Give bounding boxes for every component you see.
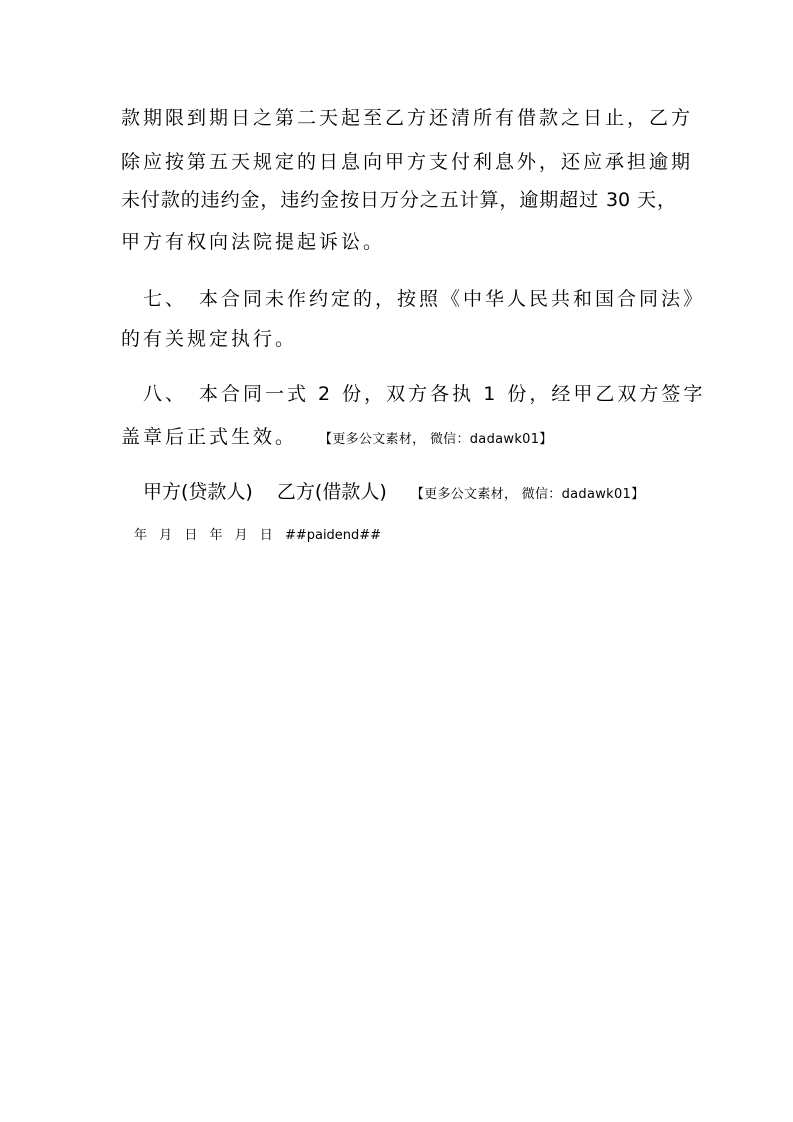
party-a-label: 甲方(贷款人) [143,481,253,503]
clause-7-text: 本合同未作约定的，按照《中华人民共和国合同法》 [199,288,706,310]
clause-7-line-1 [143,287,706,311]
paragraph-line-1: 款期限到期日之第二天起至乙方还清所有借款之日止，乙方 [121,107,694,129]
paragraph-line-3: 未付款的违约金，违约金按日万分之五计算，逾期超过 30 天， [121,189,676,211]
party-b-label: 乙方(借款人) [276,481,387,503]
clause-8-text-2: 盖章后正式生效。 [121,426,298,448]
date-year-b: 年 [209,528,223,543]
clause-7-number: 七、 [143,288,188,310]
date-month-a: 月 [159,528,173,543]
paragraph-line-2: 除应按第五天规定的日息向甲方支付利息外，还应承担逾期 [121,151,694,173]
paid-end-marker: ##paidend## [284,528,382,543]
signature-line [143,480,644,507]
paragraph-line-4: 甲方有权向法院提起诉讼。 [121,231,386,253]
clause-7-line-2: 的有关规定执行。 [121,328,298,350]
clause-8-line-1 [143,382,706,406]
clause-8-line-2 [121,425,553,452]
clause-8-text: 本合同一式 2 份，双方各执 1 份，经甲乙双方签字 [199,383,706,405]
date-day-a: 日 [184,528,198,543]
date-month-b: 月 [234,528,248,543]
date-day-b: 日 [259,528,273,543]
date-year-a: 年 [134,528,148,543]
clause-8-number: 八、 [143,383,188,405]
clause-8-note: 【更多公文素材， 微信：dadawk01】 [319,432,553,447]
date-line [134,527,381,545]
signature-note: 【更多公文素材， 微信：dadawk01】 [410,487,645,502]
